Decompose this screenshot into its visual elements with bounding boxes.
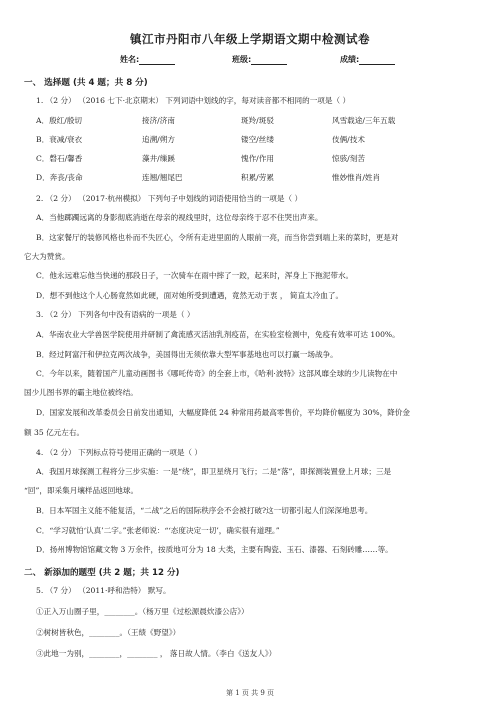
option-cell: 斑羚/斑驳 (241, 116, 274, 125)
option-cell: 镂空/丝缕 (241, 135, 274, 144)
option-a: A．我国月球探测工程将分三步实施：一是“绕”，即卫星绕月飞行；二是“落”，即探测装置登上月球；三是 (36, 467, 392, 476)
option-cell: B．衰减/衰衣 (36, 135, 83, 144)
option-cell: 惟妙惟肖/姓肖 (332, 173, 381, 182)
score-label: 成绩: (340, 55, 360, 64)
question-stem: 2. （2 分） （2017·杭州模拟） 下列句子中划线的词语使用恰当的一项是（ ） (36, 194, 303, 203)
page-title: 镇江市丹阳市八年级上学期语文期中检测试卷 (130, 32, 370, 46)
section-heading: 二、 新添加的题型 (共 2 题；共 12 分) (24, 568, 180, 578)
option-b: B．这家餐厅的装修风格也朴而不失匠心，令所有走进里面的人眼前一亮，而当你尝到端上来的菜时，更是对 (36, 233, 399, 242)
option-d-continued: 额 35 亿元左右。 (24, 428, 85, 437)
recitation-line: ②树树皆秋色，________。（王绩《野望》） (36, 628, 181, 637)
option-cell: 藻井/缫蹊 (142, 154, 175, 163)
option-c: C．他永远难忘他当快递的那段日子，一次骑车在雨中摔了一跤，起来时，浑身上下拖泥带水。 (36, 271, 354, 280)
option-b: B．日本军国主义能不能复活，“二战”之后的国际秩序会不会被打破?这一切都引起人们深深地思考。 (36, 506, 373, 515)
option-cell: 连翘/翘尾巴 (142, 173, 183, 182)
option-b-continued: 它大为赞赏。 (24, 252, 70, 261)
name-blank (139, 55, 175, 65)
option-row (36, 116, 456, 126)
option-c: C．“学习就怕‘认真’二字。”张老师说：“‘态度决定一切’，确实很有道理。” (36, 526, 280, 535)
option-c: C．今年以来，随着国产儿童动画图书《哪吒传奇》的全套上市，《哈利·波特》这部风靡全球的少儿读物在中 (36, 369, 398, 378)
class-field (232, 54, 287, 65)
page-number: 第 1 页 共 9 页 (225, 689, 275, 697)
name-label: 姓名: (120, 55, 140, 64)
student-info-row (0, 54, 500, 68)
option-cell: 愧作/作用 (241, 154, 274, 163)
class-blank (251, 55, 287, 65)
option-cell: 接济/济南 (142, 116, 175, 125)
option-cell: 追溯/朔方 (142, 135, 175, 144)
option-a-continued: “回”，即采集月壤样品返回地球。 (24, 486, 139, 495)
option-row (36, 154, 456, 164)
name-field (120, 54, 175, 65)
option-cell: 积累/劳累 (241, 173, 274, 182)
option-cell: 风雪载途/三年五载 (332, 116, 396, 125)
score-field (340, 54, 395, 65)
question-stem: 4. （2 分） 下列标点符号使用正确的一项是（ ） (36, 448, 203, 457)
option-d: D．想不到他这个人心肠竟然如此硬，面对她所受到遭遇，竟然无动于衷 ， 简直太冷血了。 (36, 291, 344, 300)
option-d: D．国家发展和改革委员会日前发出通知，大幅度降低 24 种常用药最高零售价，平均降价幅度为 30%，降价金 (36, 408, 410, 417)
option-cell: 惊骇/刻苦 (332, 154, 365, 163)
option-cell: 伎俩/技术 (332, 135, 365, 144)
question-stem: 1. （2 分） （2016 七下·北京期末） 下列词语中划线的字，每对读音都不相同的一项是（ ） (36, 96, 351, 105)
option-cell: C．磬石/馨香 (36, 154, 83, 163)
recitation-line: ①正入万山圈子里，________。（杨万里《过松源晨炊漆公店》） (36, 607, 249, 616)
option-cell: D．奔丧/丧命 (36, 173, 83, 182)
option-cell: A．殷红/殷切 (36, 116, 83, 125)
recitation-line: ③此地一为别，________，________ ， 落日故人情。（李白《送友人》） (36, 649, 277, 658)
option-b: B．经过阿富汗和伊拉克两次战争，美国得出无须依靠大型军事基地也可以打赢一场战争。 (36, 350, 338, 359)
option-row (36, 135, 456, 145)
question-stem: 5. （7 分） （2011·呼和浩特） 默写。 (36, 586, 171, 595)
option-d: D．扬州博物馆馆藏文物 3 万余件，按质地可分为 18 大类，主要有陶瓷、玉石、漆器、石刻砖雕……等。 (36, 545, 393, 554)
score-blank (359, 55, 395, 65)
option-c-continued: 国少儿图书界的霸主地位被终结。 (24, 388, 138, 397)
question-stem: 3. （2 分） 下列各句中没有语病的一项是（ ） (36, 310, 195, 319)
option-row (36, 173, 456, 183)
section-heading: 一、 选择题 (共 4 题；共 8 分) (24, 78, 148, 88)
option-a: A．华南农业大学兽医学院使用并研制了禽流感灭活油乳剂疫苗，在实验室检测中，免疫有效率可达 100%。 (36, 330, 400, 339)
option-a: A．当他踯躅远离的身影彻底消逝在母亲的视线里时，这位母亲终于忍不住哭出声来。 (36, 213, 323, 222)
class-label: 班级: (232, 55, 252, 64)
